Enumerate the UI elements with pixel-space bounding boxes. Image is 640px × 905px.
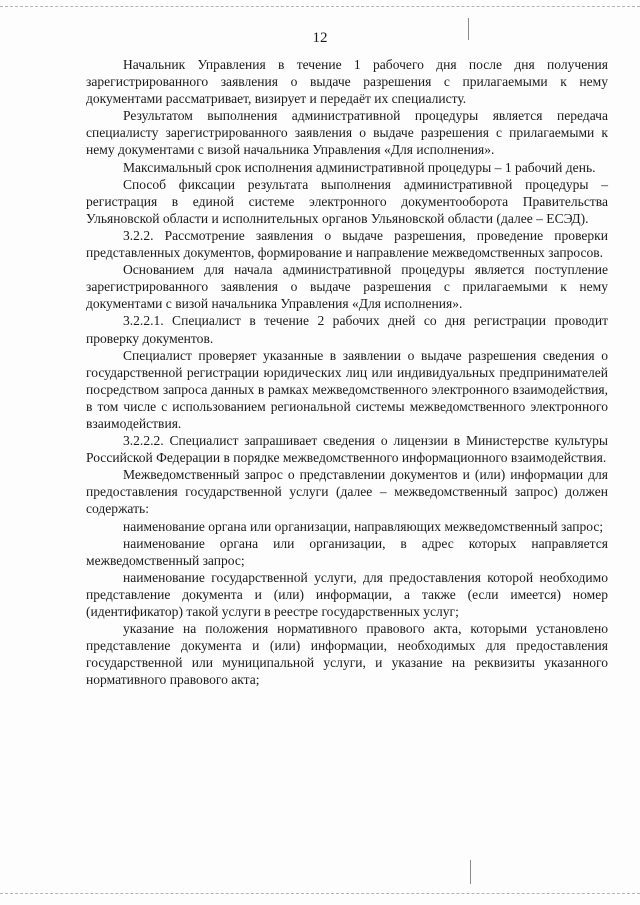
document-body [86,56,608,688]
paragraph: наименование государственной услуги, для предоставления которой необходимо представление документа и (или) информации, а также (если имеется) номер (идентификатор) такой услуги в реестре государственных услуг; [86,569,608,619]
paragraph: Межведомственный запрос о представлении документов и (или) информации для предоставления государственной услуги (далее – межведомственный запрос) должен содержать: [86,467,608,517]
paragraph: Начальник Управления в течение 1 рабочего дня после дня получения зарегистрированного заявления о выдаче разрешения с прилагаемыми к нему документами рассматривает, визирует и передаёт их специалисту. [86,57,608,107]
paragraph: Специалист проверяет указанные в заявлении о выдаче разрешения сведения о государственной регистрации юридических лиц или индивидуальных предпринимателей посредством запроса данных в рамках межведомственного электронного взаимодействия, в том числе с использованием региональной системы межведомственного электронного взаимодействия. [86,347,608,431]
scan-bottom-edge [0,893,640,894]
paragraph: Максимальный срок исполнения административной процедуры – 1 рабочий день. [123,159,596,175]
paragraph: Результатом выполнения административной процедуры является передача специалисту зарегистрированного заявления о выдаче разрешения с прилагаемыми к нему документами с визой начальника Управления «Для исполнения». [86,108,608,158]
scan-top-edge [0,6,640,7]
paragraph: наименование органа или организации, в адрес которых направляется межведомственный запрос; [86,535,608,568]
paragraph: 3.2.2.1. Специалист в течение 2 рабочих дней со дня регистрации проводит проверку документов. [86,313,608,346]
paragraph: Основанием для начала административной процедуры является поступление зарегистрированного заявления о выдаче разрешения с прилагаемыми к нему документами с визой начальника Управления «Для исполнения». [86,262,608,312]
paragraph: 3.2.2.2. Специалист запрашивает сведения о лицензии в Министерстве культуры Российской Федерации в порядке межведомственного информационного взаимодействия. [86,433,608,466]
scan-artifact-line [470,860,471,884]
paragraph: 3.2.2. Рассмотрение заявления о выдаче разрешения, проведение проверки представленных документов, формирование и направление межведомственных запросов. [86,227,608,261]
paragraph: наименование органа или организации, направляющих межведомственный запрос; [123,518,604,534]
page-number: 12 [312,30,328,46]
paragraph: указание на положения нормативного правового акта, которыми установлено представление документа и (или) информации, необходимых для предоставления государственной или муниципальной услуги, и указание на реквизиты указанного нормативного правового акта; [86,621,608,688]
paragraph: Способ фиксации результата выполнения административной процедуры – регистрация в единой системе электронного документооборота Правительства Ульяновской области и исполнительных органов Ульяновской области (далее – ЕСЭД). [86,176,608,226]
